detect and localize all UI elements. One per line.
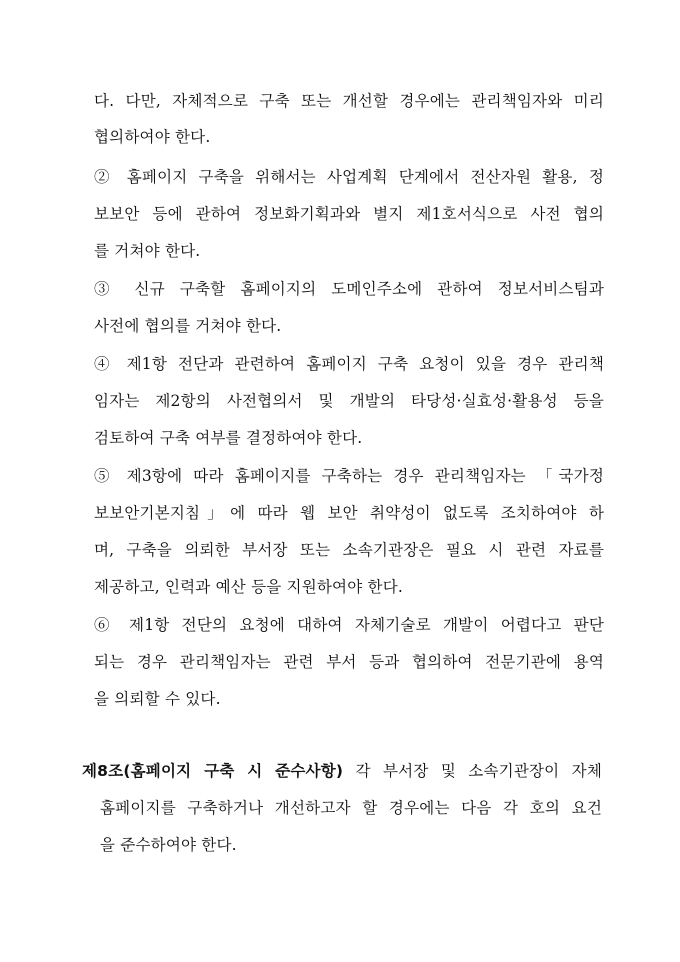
text-line: 제공하고, 인력과 예산 등을 지원하여야 한다. xyxy=(94,578,404,596)
text-line: 을 준수하여야 한다. xyxy=(100,836,237,854)
text-line: 다. 다만, 자체적으로 구축 또는 개선할 경우에는 관리책임자와 미리 xyxy=(94,92,604,110)
text-line: 며, 구축을 의뢰한 부서장 또는 소속기관장은 필요 시 관련 자료를 xyxy=(94,541,604,559)
clause-5-line: ⑤ 제3항에 따라 홈페이지를 구축하는 경우 관리책임자는 「국가정 xyxy=(94,467,604,485)
text-line: 를 거쳐야 한다. xyxy=(94,242,201,260)
text-line: 을 의뢰할 수 있다. xyxy=(94,690,221,708)
text-line: 검토하여 구축 여부를 결정하여야 한다. xyxy=(94,429,363,447)
article-8-first-line xyxy=(82,761,602,781)
clause-2-line: ② 홈페이지 구축을 위해서는 사업계획 단계에서 전산자원 활용, 정 xyxy=(94,168,604,186)
text-line: 홈페이지를 구축하거나 개선하고자 할 경우에는 다음 각 호의 요건 xyxy=(100,799,602,817)
article-first-line-rest: 각 부서장 및 소속기관장이 자체 xyxy=(343,762,603,780)
text-line: 보보안기본지침」에 따라 웹 보안 취약성이 없도록 조치하여야 하 xyxy=(94,504,604,522)
text-line: 임자는 제2항의 사전협의서 및 개발의 타당성·실효성·활용성 등을 xyxy=(94,392,604,410)
clause-4-line: ④ 제1항 전단과 관련하여 홈페이지 구축 요청이 있을 경우 관리책 xyxy=(94,355,604,373)
clause-6-line: ⑥ 제1항 전단의 요청에 대하여 자체기술로 개발이 어렵다고 판단 xyxy=(94,616,604,634)
text-line: 협의하여야 한다. xyxy=(94,128,211,146)
text-line: 되는 경우 관리책임자는 관련 부서 등과 협의하여 전문기관에 용역 xyxy=(94,653,604,671)
clause-3-line: ③ 신규 구축할 홈페이지의 도메인주소에 관하여 정보서비스팀과 xyxy=(94,280,604,298)
text-line: 사전에 협의를 거쳐야 한다. xyxy=(94,317,282,335)
article-heading: 제8조(홈페이지 구축 시 준수사항) xyxy=(82,762,344,780)
text-line: 보보안 등에 관하여 정보화기획과와 별지 제1호서식으로 사전 협의 xyxy=(94,205,604,223)
